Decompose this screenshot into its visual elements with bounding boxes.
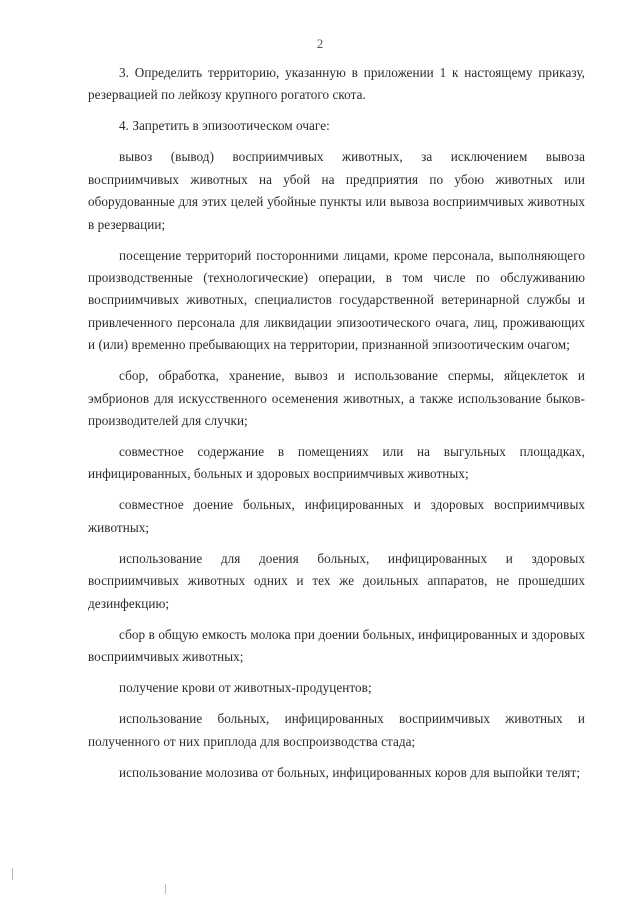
scan-mark-left <box>12 868 13 880</box>
paragraph-item-4: 4. Запретить в эпизоотическом очаге: <box>119 118 330 134</box>
paragraph-ban-milk-collection: сбор в общую емкость молока при доении больных, инфицированных и здоровых восприимчивых животных; <box>88 626 585 665</box>
paragraph-ban-blood: получение крови от животных-продуцентов; <box>119 680 372 696</box>
page-number: 2 <box>316 36 324 51</box>
document-body <box>88 62 585 793</box>
paragraph-ban-reproduction: использование больных, инфицированных восприимчивых животных и полученного от них приплода для воспроизводства стада; <box>88 711 585 749</box>
paragraph-ban-colostrum: использование молозива от больных, инфицированных коров для выпойки телят; <box>119 764 581 780</box>
scan-mark-bottom <box>165 884 166 894</box>
paragraph-ban-export: вывоз (вывод) восприимчивых животных, за исключением вывоза восприимчивых животных на убой на предприятия по убою животных или оборудованные для этих целей убойные пункты или вывоза восприимчивых животных в резервации; <box>88 149 585 232</box>
paragraph-ban-milking-machines: использование для доения больных, инфицированных и здоровых восприимчивых животных одних и тех же доильных аппаратов, не прошедших дезинфекцию; <box>88 550 585 611</box>
paragraph-ban-semen: сбор, обработка, хранение, вывоз и использование спермы, яйцеклеток и эмбрионов для искусственного осеменения животных, а также использование быков-производителей для случки; <box>88 368 585 429</box>
paragraph-ban-joint-keeping: совместное содержание в помещениях или на выгульных площадках, инфицированных, больных и здоровых восприимчивых животных; <box>88 444 585 482</box>
paragraph-ban-joint-milking: совместное доение больных, инфицированных и здоровых восприимчивых животных; <box>88 497 585 535</box>
paragraph-ban-visits: посещение территорий посторонними лицами, кроме персонала, выполняющего производственные (технологические) операции, в том числе по обслуживанию восприимчивых животных, специалистов государственной ветеринарной службы и привлеченного персонала для ликвидации эпизоотического очага, лиц, проживающих и (или) временно пребывающих на территории, признанной эпизоотическим очагом; <box>88 247 585 353</box>
paragraph-item-3: 3. Определить территорию, указанную в приложении 1 к настоящему приказу, резервацией по лейкозу крупного рогатого скота. <box>88 65 585 103</box>
